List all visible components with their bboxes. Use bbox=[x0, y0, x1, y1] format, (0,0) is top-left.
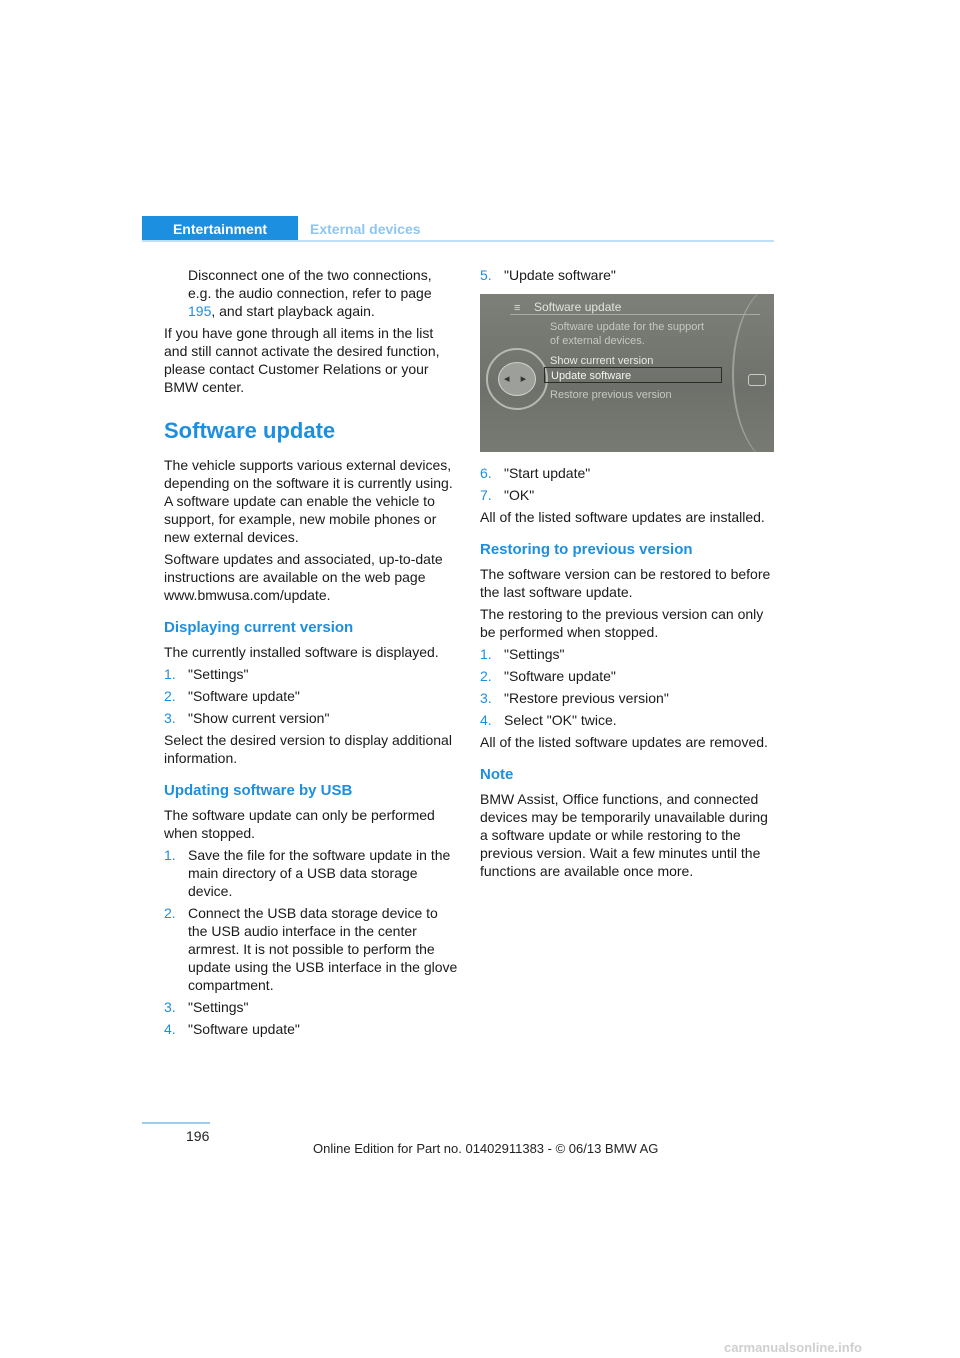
restore-paragraph-2: The restoring to the previous version can only be performed when stopped. bbox=[480, 606, 764, 640]
steps-after-list bbox=[480, 464, 774, 504]
subheading-note: Note bbox=[480, 766, 514, 783]
page-header bbox=[142, 216, 774, 242]
knob-arrows-icon: ◂ ▸ bbox=[504, 373, 531, 385]
intro-paragraph: If you have gone through all items in the list and still cannot activate the desired function, please contact Customer Relations or your BMW center. bbox=[164, 325, 440, 395]
list-item: 1. "Settings" bbox=[480, 646, 565, 662]
display-outro: Select the desired version to display additional information. bbox=[164, 732, 452, 766]
removed-note: All of the listed software updates are removed. bbox=[480, 734, 768, 750]
list-item: 4. Select "OK" twice. bbox=[480, 712, 617, 728]
list-item: 3. "Show current version" bbox=[164, 710, 330, 726]
list-item: 4. "Software update" bbox=[164, 1021, 300, 1037]
footer-divider bbox=[142, 1122, 210, 1124]
edition-footer: Online Edition for Part no. 01402911383 - © 06/13 BMW AG bbox=[313, 1141, 659, 1156]
software-update-paragraph-1: The vehicle supports various external devices, depending on the software it is currently using. A software update can enable the vehicle to support, for example, new mobile phones or new external devices. bbox=[164, 457, 453, 545]
display-intro: The currently installed software is displayed. bbox=[164, 644, 439, 660]
display-steps-list bbox=[164, 665, 458, 727]
header-divider bbox=[142, 240, 774, 242]
menu-icon: ≡ bbox=[514, 302, 521, 314]
software-update-paragraph-2: Software updates and associated, up-to-date instructions are available on the web page www.bmwusa.com/update. bbox=[164, 551, 443, 603]
step-5-list bbox=[480, 266, 774, 284]
subheading-restoring-previous-version: Restoring to previous version bbox=[480, 541, 693, 558]
subheading-displaying-current-version: Displaying current version bbox=[164, 619, 354, 636]
chapter-tab: Entertainment bbox=[142, 216, 298, 242]
idrive-screen-image bbox=[480, 294, 774, 452]
page-ref-link[interactable]: 195 bbox=[188, 303, 212, 319]
subheading-updating-by-usb: Updating software by USB bbox=[164, 782, 353, 799]
list-item: 5. "Update software" bbox=[480, 267, 616, 283]
list-item: 2. "Software update" bbox=[480, 668, 616, 684]
list-item: 1. "Settings" bbox=[164, 666, 249, 682]
screen-item-update-software: Update software bbox=[544, 367, 722, 383]
list-item: 3. "Restore previous version" bbox=[480, 690, 669, 706]
list-item: 2. "Software update" bbox=[164, 688, 300, 704]
screen-title-divider bbox=[510, 314, 760, 315]
screen-info-line-2: of external devices. bbox=[550, 335, 645, 347]
page-number: 196 bbox=[186, 1128, 210, 1144]
installed-note: All of the listed software updates are installed. bbox=[480, 509, 765, 525]
list-item: 1. Save the file for the software update in the main directory of a USB data storage device. bbox=[164, 847, 451, 899]
screen-edge-curve bbox=[732, 294, 774, 452]
section-title: External devices bbox=[310, 221, 421, 237]
usb-steps-list bbox=[164, 846, 458, 1038]
restore-steps-list bbox=[480, 645, 774, 729]
list-item: 7. "OK" bbox=[480, 487, 535, 503]
right-column bbox=[480, 266, 774, 884]
left-column bbox=[164, 266, 458, 1042]
note-paragraph: BMW Assist, Office functions, and connected devices may be temporarily unavailable during a software update or while restoring to the previous version. Wait a few minutes until the functions are available once more. bbox=[480, 791, 768, 879]
screen-info-line-1: Software update for the support bbox=[550, 321, 705, 333]
restore-paragraph-1: The software version can be restored to before the last software update. bbox=[480, 566, 771, 600]
list-item: 6. "Start update" bbox=[480, 465, 591, 481]
watermark: carmanualsonline.info bbox=[724, 1340, 862, 1355]
screen-item-restore-previous-version: Restore previous version bbox=[550, 389, 672, 401]
option-button-icon bbox=[748, 374, 766, 386]
screen-item-show-current-version: Show current version bbox=[550, 355, 654, 367]
usb-intro: The software update can only be performed when stopped. bbox=[164, 807, 435, 841]
intro-indented-paragraph: Disconnect one of the two connections, e.g. the audio connection, refer to page 195, and start playback again. bbox=[188, 267, 432, 319]
screen-title: Software update bbox=[534, 300, 622, 314]
list-item: 2. Connect the USB data storage device to the USB audio interface in the center armrest. It is not possible to perform the update using the USB interface in the glove compartment. bbox=[164, 905, 458, 993]
section-heading-software-update: Software update bbox=[164, 418, 336, 443]
list-item: 3. "Settings" bbox=[164, 999, 249, 1015]
